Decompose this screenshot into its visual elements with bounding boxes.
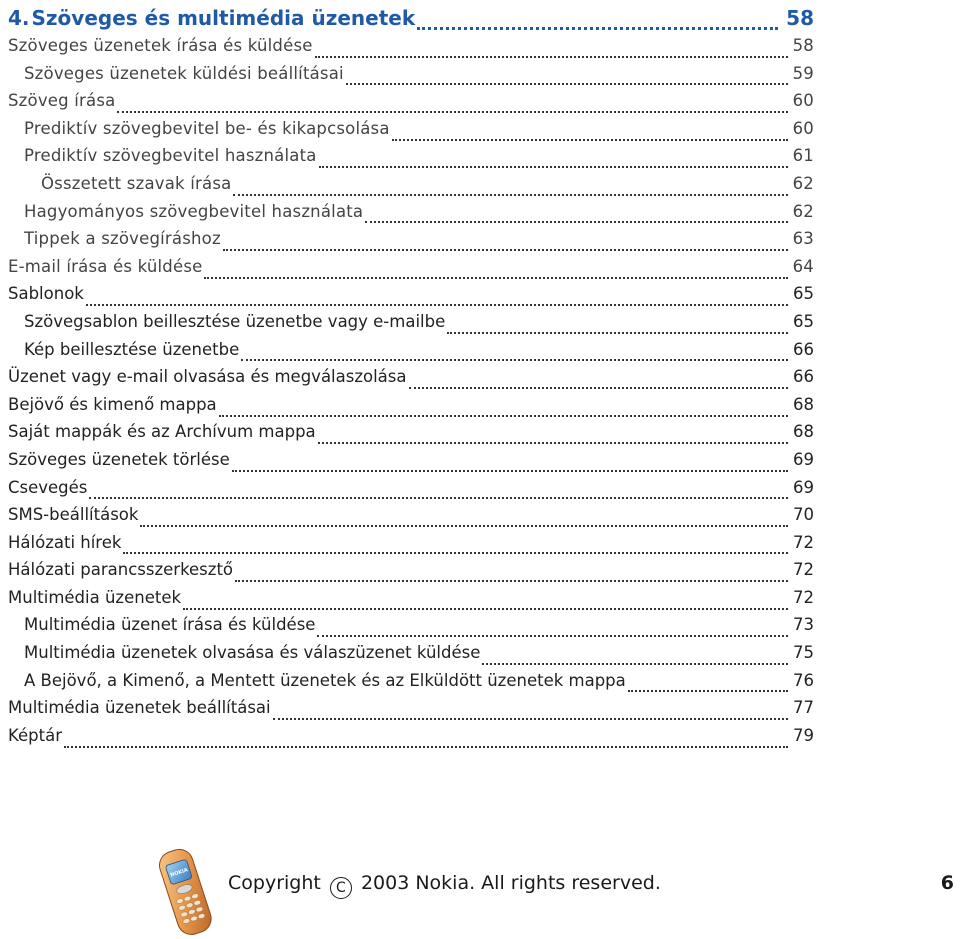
toc-entry-page-number: 75 [793, 643, 814, 663]
dot-leader [409, 387, 788, 389]
toc-entry-title: Szöveg írása [8, 91, 116, 111]
dot-leader [319, 166, 788, 168]
toc-entry-title: Szövegsablon beillesztése üzenetbe vagy e-mailbe [24, 311, 446, 331]
toc-entry-page-number: 69 [793, 449, 814, 469]
toc-entry-page-number: 65 [793, 311, 814, 331]
toc-entry[interactable] [8, 615, 814, 643]
toc-entry-title: Prediktív szövegbevitel be- és kikapcsolása [24, 118, 390, 138]
chapter-page-number: 58 [786, 6, 814, 30]
toc-entry-page-number: 60 [792, 118, 814, 138]
dot-leader [223, 249, 788, 251]
dot-leader [628, 690, 788, 692]
toc-entry-title: Kép beillesztése üzenetbe [24, 339, 240, 359]
dot-leader [346, 83, 788, 85]
toc-entry-page-number: 58 [792, 36, 814, 55]
toc-entry[interactable] [8, 36, 814, 64]
toc-chapter-heading[interactable] [8, 6, 814, 36]
toc-entry-page-number: 66 [793, 339, 814, 359]
page-footer [150, 840, 960, 939]
toc-entry[interactable] [8, 560, 814, 588]
toc-entry-title: SMS-beállítások [8, 505, 139, 525]
toc-entry-title: Tippek a szövegíráshoz [24, 229, 221, 249]
dot-leader [392, 139, 788, 141]
toc-entry-title: Üzenet vagy e-mail olvasása és megválaszolása [8, 367, 407, 387]
toc-entry[interactable] [8, 422, 814, 450]
dot-leader [232, 470, 788, 472]
svg-text:NOKIA: NOKIA [169, 867, 189, 879]
toc-entry-title: Sablonok [8, 284, 84, 304]
toc-entry[interactable] [8, 698, 814, 726]
toc-entry-title: Hálózati hírek [8, 532, 122, 552]
toc-entry-page-number: 73 [793, 615, 814, 635]
nokia-phone-image [150, 845, 220, 937]
toc-entry-page-number: 62 [792, 201, 814, 221]
toc-entry-page-number: 61 [792, 146, 814, 166]
dot-leader [235, 580, 788, 582]
chapter-title: Szöveges és multimédia üzenetek [31, 6, 416, 30]
toc-entry[interactable] [8, 202, 814, 230]
toc-entry-title: Képtár [8, 725, 62, 745]
toc-entry-page-number: 59 [792, 63, 814, 83]
toc-entry[interactable] [8, 505, 814, 533]
copyright-suffix: 2003 Nokia. All rights reserved. [360, 872, 661, 894]
dot-leader [233, 194, 788, 196]
toc-entry-page-number: 68 [793, 422, 814, 442]
toc-entry-title: Multimédia üzenetek [8, 587, 182, 607]
chapter-number: 4. [8, 6, 30, 30]
dot-leader [317, 635, 788, 637]
toc-entry[interactable] [8, 257, 814, 285]
toc-entry-list [8, 36, 814, 753]
toc-entry-title: Összetett szavak írása [41, 173, 232, 193]
toc-entry-page-number: 65 [793, 284, 814, 304]
toc-entry-title: Prediktív szövegbevitel használata [24, 146, 317, 166]
toc-entry-page-number: 62 [792, 173, 814, 193]
dot-leader [64, 746, 788, 748]
toc-entry-title: Csevegés [8, 477, 88, 497]
toc-entry[interactable] [8, 671, 814, 699]
toc-entry-page-number: 76 [793, 670, 814, 690]
toc-entry[interactable] [8, 119, 814, 147]
toc-entry[interactable] [8, 340, 814, 368]
copyright-notice [228, 872, 661, 899]
toc-entry[interactable] [8, 643, 814, 671]
toc-entry[interactable] [8, 64, 814, 92]
dot-leader [123, 552, 788, 554]
page-number: 6 [940, 872, 954, 894]
toc-entry-title: Hálózati parancsszerkesztő [8, 560, 234, 580]
toc-entry-page-number: 72 [793, 532, 814, 552]
toc-entry-page-number: 60 [792, 91, 814, 111]
toc-entry-page-number: 66 [793, 367, 814, 387]
toc-entry[interactable] [8, 726, 814, 754]
copyright-prefix: Copyright [228, 872, 321, 894]
dot-leader [241, 359, 788, 361]
dot-leader [140, 525, 788, 527]
dot-leader [204, 277, 788, 279]
copyright-symbol-icon: C [330, 877, 352, 899]
toc-entry-title: Saját mappák és az Archívum mappa [8, 422, 316, 442]
toc-entry-title: Multimédia üzenet írása és küldése [24, 615, 316, 635]
dot-leader [219, 415, 788, 417]
toc-entry[interactable] [8, 450, 814, 478]
dot-leader [365, 221, 788, 223]
dot-leader [447, 332, 788, 334]
toc-entry-title: Multimédia üzenetek olvasása és válaszüzenet küldése [24, 643, 481, 663]
toc-entry[interactable] [8, 229, 814, 257]
dot-leader [315, 56, 788, 58]
toc-entry[interactable] [8, 367, 814, 395]
toc-entry-page-number: 72 [793, 587, 814, 607]
dot-leader [86, 304, 788, 306]
toc-entry-title: Szöveges üzenetek küldési beállításai [24, 63, 344, 83]
toc-entry[interactable] [8, 174, 814, 202]
toc-entry-page-number: 64 [792, 256, 814, 276]
toc-entry-page-number: 77 [793, 698, 814, 718]
toc-entry-page-number: 70 [793, 505, 814, 525]
toc-entry[interactable] [8, 284, 814, 312]
dot-leader [273, 718, 788, 720]
dot-leader [89, 497, 788, 499]
toc-entry-title: E-mail írása és küldése [8, 256, 203, 276]
dot-leader [318, 442, 788, 444]
dot-leader [117, 111, 788, 113]
toc-entry[interactable] [8, 588, 814, 616]
toc-entry-title: Hagyományos szövegbevitel használata [24, 201, 364, 221]
toc-entry[interactable] [8, 533, 814, 561]
toc-entry-page-number: 72 [793, 560, 814, 580]
dot-leader [482, 663, 788, 665]
toc-entry-page-number: 63 [792, 229, 814, 249]
toc-entry-title: A Bejövő, a Kimenő, a Mentett üzenetek és az Elküldött üzenetek mappa [24, 670, 626, 690]
toc-entry[interactable] [8, 146, 814, 174]
toc-entry-page-number: 68 [793, 394, 814, 414]
toc-entry[interactable] [8, 478, 814, 506]
toc-entry[interactable] [8, 91, 814, 119]
dot-leader [183, 608, 788, 610]
toc-entry-title: Szöveges üzenetek törlése [8, 449, 230, 469]
toc-entry-page-number: 69 [793, 477, 814, 497]
toc-entry[interactable] [8, 395, 814, 423]
dot-leader [417, 27, 778, 30]
toc-entry[interactable] [8, 312, 814, 340]
toc-entry-page-number: 79 [793, 725, 814, 745]
table-of-contents [8, 6, 814, 753]
toc-entry-title: Bejövő és kimenő mappa [8, 394, 217, 414]
toc-entry-title: Multimédia üzenetek beállításai [8, 698, 271, 718]
toc-entry-title: Szöveges üzenetek írása és küldése [8, 36, 313, 55]
